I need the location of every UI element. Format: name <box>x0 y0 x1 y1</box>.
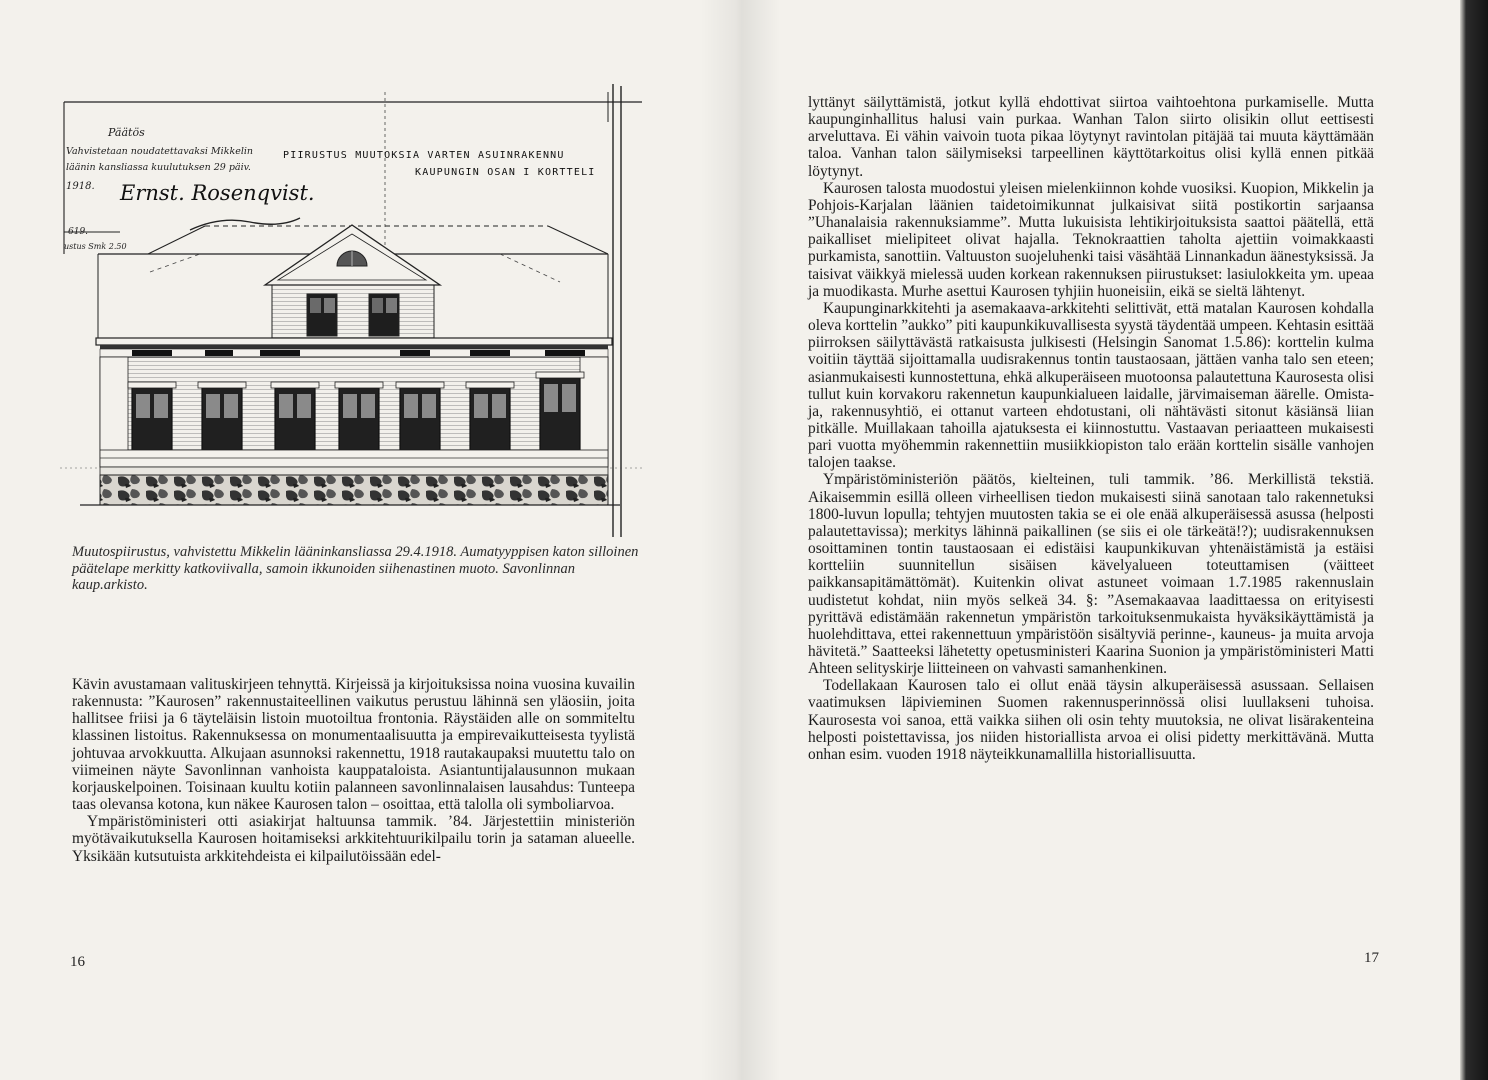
stamp-line-2: Vahvistetaan noudatettavaksi Mikkelin <box>66 146 254 157</box>
paragraph: Kaupunginarkkitehti ja asemakaava-arkkitehti selittivät, että matalan Kaurosen kohdalla oleva korttelin ”aukko” piti kaupunkikuvallisesta syystä täydentää umpeen. Kehtasin esittää piirroksen säilyttävästä ratkaisusta julkisesti (Helsingin Sanomat 1.5.86): korttelin kulma voitiin täyttää sijoittamalla uudisrakennus tontin taustaosaan, jättäen vanha talo sen eteen; asianmukaisesti kunnostettuna, ehkä alkuperäiseen muotoonsa palautettuna Kaurosesta olisi tullut kuin korvakoru rakennetun kaupunkialueen laidalle, järvimaiseman äärelle. Omista-ja, rakennusyhtiö, ei ottanut varteen ehdotustani, oli nähtävästi sitonut käsiänsä liian pitkälle. Muillakaan tahoilla ajatuksesta ei kiinnostuttu. Vastaavan periaatteen mukaisesti pari vuotta myöhemmin rakennettiin musiikkiopiston talo erään korttelin sisälle vanhojen talojen taakse. <box>808 299 1374 472</box>
note-line-2: ustus Smk 2.50 <box>64 242 127 251</box>
page-number-right: 17 <box>1364 950 1379 966</box>
book-edge-shadow <box>1460 0 1488 1080</box>
right-page <box>740 0 1460 1080</box>
left-page <box>0 0 740 1080</box>
paragraph: lyttänyt säilyttämistä, jotkut kyllä ehdottivat siirtoa vaihtoehtona purkamiselle. Mutta kaupunginhallitus halusi vain purkaa. Wanhan Talon siirto olisikin ollut eettisesti arveluttava. Ei vähin vaivoin tuota pikaa löytynyt ravintolan pitäjää tai muuta käyttämään taloa. Vanhan talon säilymiseksi tarpeellinen käyttötarkoitus olisi kyllä ennen pitkää löytynyt. <box>808 94 1374 180</box>
paragraph: Kävin avustamaan valituskirjeen tehnyttä. Kirjeissä ja kirjoituksissa noina vuosina kuvailin rakennusta: ”Kaurosen” rakennustaiteellinen vaikutus perustuu lähinnä sen yläosiin, joita hallitsee friisi ja 6 täyteläisin listoin muotoiltua frontonia. Räystäiden alle on sommiteltu klassinen listoitus. Rakennuksessa on monumentaalisuutta ja empirevaikutteisesta tyylistä johtuvaa arvokkuutta. Alkujaan asunnoksi rakennettu, 1918 rautakaupaksi muutettu talo on viimeinen näyte Savonlinnan vanhoista kauppataloista. Asiantuntijalausunnon mukaan korjauskelpoinen. Toisinaan kuultu kotiin palanneen savonlinnalaisen lausahdus: Tunteepa taas olevansa kotona, kun näkee Kaurosen talon – osoittaa, että talolla oli symboliarvoa. <box>72 676 635 814</box>
stamp-line-3: läänin kansliassa kuulutuksen 29 päiv. <box>66 162 251 173</box>
figure-caption: Muutospiirustus, vahvistettu Mikkelin lääninkansliassa 29.4.1918. Aumatyyppisen katon silloinen päätelape merkitty katkoviivalla, samoin ikkunoiden siihenastinen muoto. Savonlinnan kaup.arkisto. <box>72 544 639 593</box>
paragraph: Todellakaan Kaurosen talo ei ollut enää täysin alkuperäisessä asussaan. Sellaisen vaatimuksen läpivieminen Suomen rakennusperinnössä olisi luullakseni tuhoisa. Kaurosesta voi sanoa, että vaikka siihen oli osin tehty muutoksia, ne olivat lisärakenteina helposti poistettavissa, jos niiden historiallista arvoa ei olisi pidetty merkittävänä. Mutta onhan esim. vuoden 1918 näyteikkunamallilla historiallisuutta. <box>808 677 1374 763</box>
drawing-title-line-1: PIIRUSTUS MUUTOKSIA VARTEN ASUINRAKENNU <box>283 150 565 161</box>
left-body-text <box>72 676 635 865</box>
paragraph: Ympäristöministeri otti asiakirjat haltuunsa tammik. ’84. Järjestettiin ministeriön myötävaikutuksella Kaurosen hoitamiseksi arkkitehtuurikilpailu torin ja sataman alueelle. Yksikään kutsutuista arkkitehdeista ei kilpailutöissään edel- <box>72 813 635 865</box>
drawing-title-line-2: KAUPUNGIN OSAN I KORTTELI <box>415 167 596 178</box>
note-line-1: 619. <box>68 227 89 237</box>
stamp-line-4: 1918. <box>66 181 95 192</box>
paragraph: Ympäristöministeriön päätös, kielteinen, tuli tammik. ’86. Merkillistä tekstiä. Aikaisemmin esillä olleen virheellisen tiedon mukaisesti siinä sanotaan talo rakennetuksi 1800-luvun lopulla; tehtyjen muutosten takia se ei ole enää alkuperäisessä asussa (helposti palautettavissa); merkitys lähinnä paikallinen (se siis ei ole tärkeätä!?); uudisrakennuksen osoittaminen tontin taustaosaan ei edistäisi kaupunkikuvan yhtenäistämistä ja estäisi kortteliin suunnitellun sisäisen kävelyalueen toteuttamisen (väitteet paikkansapitämättömät). Kuitenkin olivat astuneet voimaan 1.7.1985 rakennuslain uudistetut kohdat, niin myös selkeä 34. §: ”Asemakaavaa laadittaessa on erityisesti pyrittävä edistämään rakennetun ympäristön tarkoituksenmukaista hyväksikäyttämistä ja huolehdittava, ettei rakennettuun ympäristöön sisältyviä perinne-, kauneus- ja muita arvoja hävitetä.” Saatteeksi lähetetty opetusministeri Kaarina Suonion ja ympäristöministeri Matti Ahteen selityskirje liitteineen on vahvasti samanhenkinen. <box>808 471 1374 678</box>
right-body-text <box>808 94 1374 763</box>
signature: Ernst. Rosenqvist. <box>120 181 315 205</box>
paragraph: Kaurosen talosta muodostui yleisen mielenkiinnon kohde vuosiksi. Kuopion, Mikkelin ja Pohjois-Karjalan läänien taidetoimikunnat julkaisivat siitä postikortin sarjaansa ”Uhanalaisia rakennuksiamme”. Mutta lukuisista lehtikirjoituksista saattoi päätellä, että paikalliset mielipiteet olivat hajalla. Teknokraattien taholta ajettiin voimakkaasti purkamista, sanottiin. Valtuuston suojeluhenki taisi väsähtää Linnankadun äänestyksissä. Ja taisivat väikkyä mielessä uuden korkean rakennuksen piirustukset: lasiulokkeita ym. upeaa ja muodikasta. Murhe asettui Kaurosen tyhjiin huoneisiin, eikä se sieltä lähtenyt. <box>808 179 1374 300</box>
facade-drawing-svg <box>60 82 645 537</box>
architectural-drawing <box>60 82 645 537</box>
page-number-left: 16 <box>70 954 85 970</box>
stamp-line-1: Päätös <box>108 126 145 139</box>
